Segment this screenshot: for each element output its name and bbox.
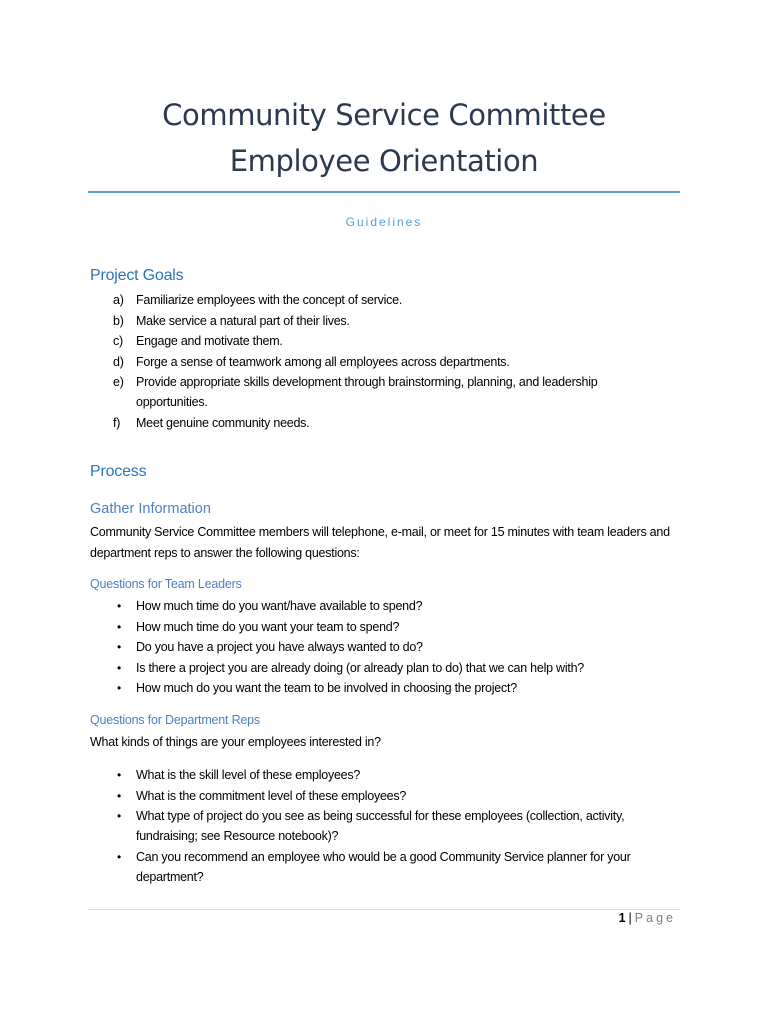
bullet-icon: • [117,768,121,782]
bullet-icon: • [117,599,121,613]
heading-gather-information: Gather Information [90,501,211,517]
list-marker: a) [113,293,124,307]
list-item [90,806,680,846]
title-line-1: Community Service Committee [162,98,606,132]
list-item-text: Forge a sense of teamwork among all employees across departments. [136,354,510,369]
department-rep-questions-list [90,765,680,887]
list-item-text: Can you recommend an employee who would be a good Community Service planner for your department? [136,849,631,884]
list-item [90,331,680,351]
page-footer [619,911,676,925]
list-item [90,847,680,887]
bullet-icon: • [117,809,121,823]
bullet-icon: • [117,640,121,654]
bullet-icon: • [117,660,121,675]
list-marker: d) [113,354,124,369]
project-goals-list [90,290,680,433]
list-item [90,311,680,331]
page-word: Page [634,911,676,925]
list-item-text: Is there a project you are already doing (or already plan to do) that we can help with? [136,660,584,675]
gather-information-text: Community Service Committee members will telephone, e-mail, or meet for 15 minutes with team leaders and department reps to answer the following questions: [90,525,670,560]
list-item [90,658,680,678]
list-item-text: Make service a natural part of their lives. [136,313,350,328]
document-title [88,92,680,184]
title-divider [88,191,680,193]
page-number: 1 [618,911,626,925]
list-item-text: Familiarize employees with the concept of service. [136,293,403,307]
list-item-text: How much time do you want your team to spend? [136,619,400,634]
list-item-text: Provide appropriate skills development through brainstorming, planning, and leadership opportunities. [136,375,598,409]
list-item-text: Meet genuine community needs. [136,415,310,430]
list-item-text: How much do you want the team to be involved in choosing the project? [136,681,517,695]
list-item [90,372,680,412]
footer-divider [88,909,680,910]
list-marker: e) [113,375,124,389]
list-item [90,352,680,372]
list-item-text: What type of project do you see as being successful for these employees (collection, activity, fundraising; see Resource notebook)? [136,809,625,843]
heading-project-goals: Project Goals [90,267,184,284]
bullet-icon: • [117,788,121,803]
list-item [90,786,680,806]
list-item [90,678,680,698]
list-item-text: Engage and motivate them. [136,334,283,348]
list-item-text: What is the skill level of these employees? [136,768,361,782]
list-marker: f) [113,415,121,430]
list-item-text: What is the commitment level of these employees? [136,788,407,803]
page-separator: | [628,911,632,925]
list-item-text: Do you have a project you have always wanted to do? [136,640,423,654]
heading-questions-team-leaders: Questions for Team Leaders [90,577,242,591]
heading-questions-department-reps: Questions for Department Reps [90,713,260,727]
heading-process: Process [90,463,147,480]
list-item [90,290,680,310]
list-marker: c) [113,334,123,348]
bullet-icon: • [117,849,121,864]
list-marker: b) [113,313,124,328]
title-line-2: Employee Orientation [229,144,539,178]
bullet-icon: • [117,619,121,634]
list-item [90,637,680,657]
team-leader-questions-list [90,596,680,699]
list-item [90,413,680,433]
list-item [90,596,680,616]
list-item-text: How much time do you want/have available to spend? [136,599,423,613]
department-reps-intro: What kinds of things are your employees interested in? [90,735,381,749]
list-item [90,765,680,785]
document-subtitle: Guidelines [345,215,423,229]
bullet-icon: • [117,681,121,695]
list-item [90,617,680,637]
